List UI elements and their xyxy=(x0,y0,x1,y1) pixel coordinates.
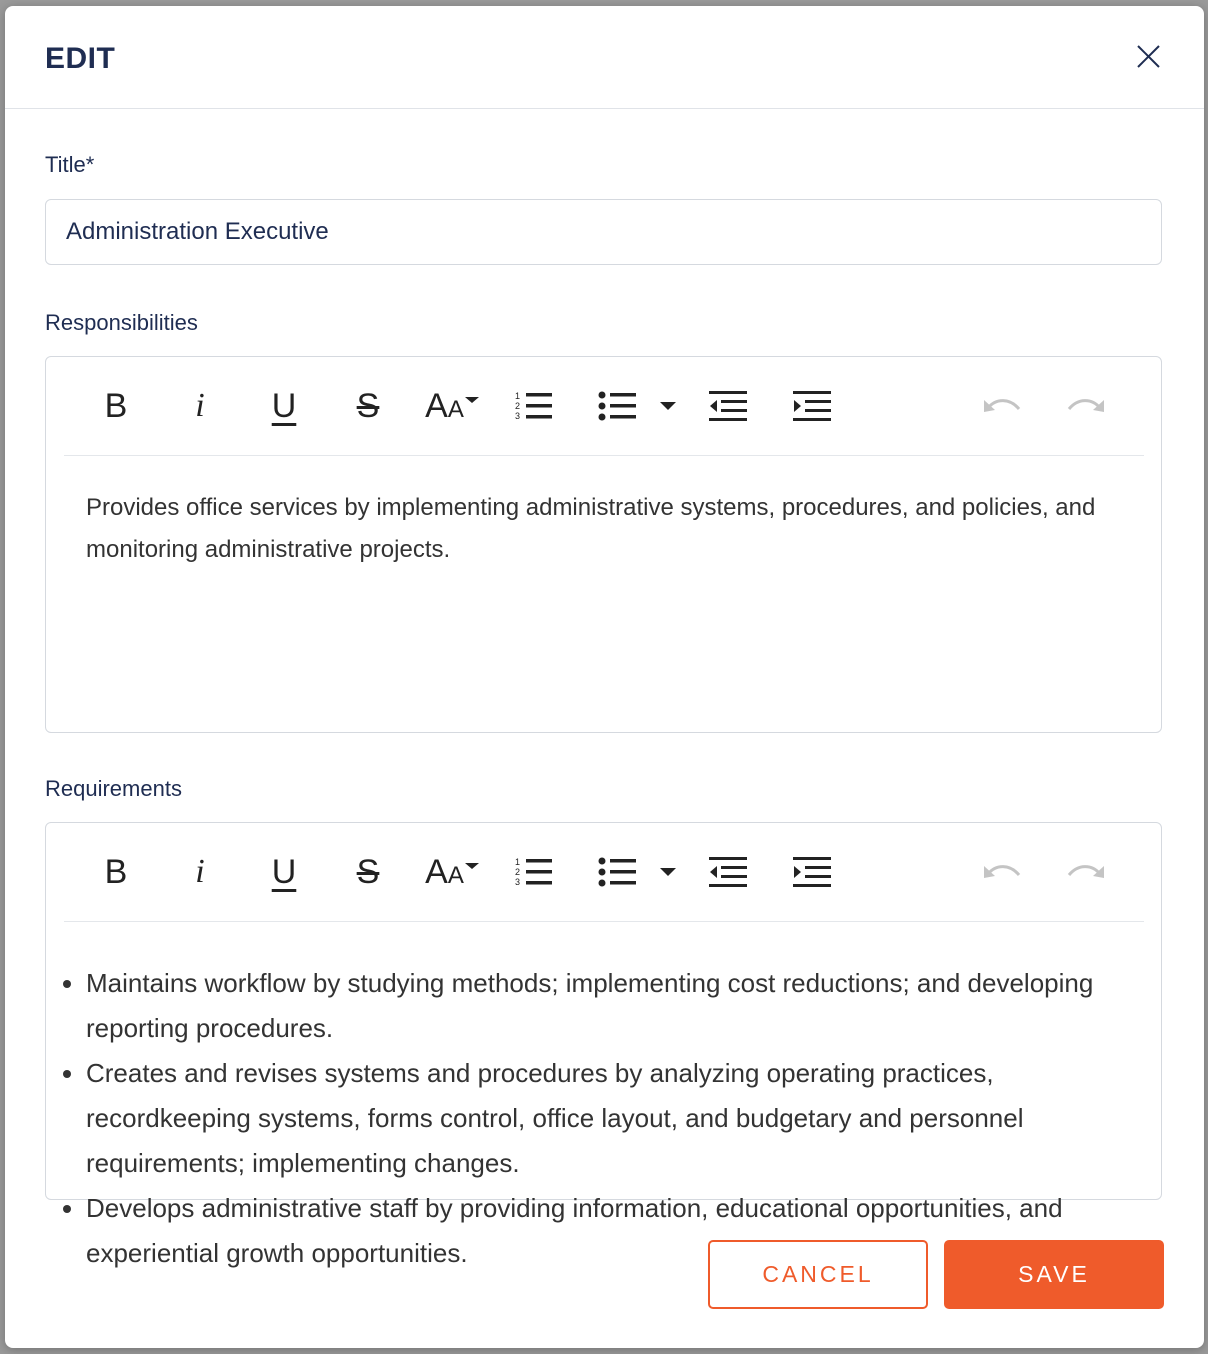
outdent-icon xyxy=(709,391,747,421)
requirements-list[interactable] xyxy=(46,961,1146,1276)
underline-icon: U xyxy=(271,386,297,425)
bold-button[interactable] xyxy=(92,848,140,896)
svg-text:3: 3 xyxy=(515,411,521,421)
strikethrough-icon: S xyxy=(356,852,380,891)
svg-text:2: 2 xyxy=(515,401,521,411)
title-input[interactable] xyxy=(45,199,1162,265)
list-item: • Maintains workflow by studying methods; implementing cost reductions; and developing reporting procedures. xyxy=(86,961,1146,1051)
font-size-caret-icon xyxy=(465,861,479,871)
undo-button[interactable] xyxy=(978,382,1026,430)
redo-button[interactable] xyxy=(1062,848,1110,896)
font-size-caret-icon xyxy=(465,395,479,405)
font-size-small-glyph: A xyxy=(447,395,464,423)
svg-text:1: 1 xyxy=(515,391,521,401)
redo-icon xyxy=(1066,860,1106,884)
list-style-dropdown-icon xyxy=(660,401,676,411)
svg-text:3: 3 xyxy=(515,877,521,887)
ordered-list-button[interactable] xyxy=(510,382,558,430)
bold-button[interactable] xyxy=(92,382,140,430)
undo-icon xyxy=(982,860,1022,884)
dialog-header xyxy=(5,6,1204,109)
save-button[interactable]: SAVE xyxy=(944,1240,1164,1309)
indent-button[interactable] xyxy=(788,382,836,430)
list-item: • Creates and revises systems and procedures by analyzing operating practices, recordkeeping systems, forms control, office layout, and budgetary and personnel requirements; implementing changes. xyxy=(86,1051,1146,1186)
requirements-toolbar xyxy=(64,823,1144,922)
close-button[interactable] xyxy=(1131,40,1165,74)
strikethrough-icon: S xyxy=(356,386,380,425)
requirements-editor xyxy=(45,822,1162,1268)
indent-button[interactable] xyxy=(788,848,836,896)
underline-icon: U xyxy=(271,852,297,891)
outdent-button[interactable] xyxy=(704,848,752,896)
dialog-title: EDIT xyxy=(45,42,116,75)
font-size-small-glyph: A xyxy=(447,861,464,889)
redo-button[interactable] xyxy=(1062,382,1110,430)
underline-button[interactable] xyxy=(260,382,308,430)
list-style-dropdown-icon xyxy=(660,867,676,877)
outdent-icon xyxy=(709,857,747,887)
responsibilities-text[interactable]: Provides office services by implementing administrative systems, procedures, and policies, and monitoring administrative projects. xyxy=(86,494,1096,563)
requirements-label: Requirements xyxy=(45,776,182,801)
unordered-list-icon xyxy=(598,390,638,422)
responsibilities-editor xyxy=(45,356,1162,733)
ordered-list-button[interactable] xyxy=(510,848,558,896)
undo-icon xyxy=(982,394,1022,418)
strikethrough-button[interactable] xyxy=(344,848,392,896)
italic-button[interactable] xyxy=(176,848,224,896)
font-size-button[interactable] xyxy=(420,848,484,896)
list-style-dropdown[interactable] xyxy=(650,382,686,430)
italic-button[interactable] xyxy=(176,382,224,430)
unordered-list-icon xyxy=(598,856,638,888)
responsibilities-toolbar xyxy=(64,357,1144,456)
redo-icon xyxy=(1066,394,1106,418)
edit-dialog xyxy=(5,6,1204,1348)
font-size-large-glyph: A xyxy=(425,386,448,425)
cancel-button[interactable]: CANCEL xyxy=(708,1240,928,1309)
bold-icon: B xyxy=(104,386,128,425)
ordered-list-icon xyxy=(514,390,554,422)
italic-icon: i xyxy=(195,387,205,424)
unordered-list-button[interactable] xyxy=(594,382,642,430)
font-size-large-glyph: A xyxy=(425,852,448,891)
outdent-button[interactable] xyxy=(704,382,752,430)
unordered-list-button[interactable] xyxy=(594,848,642,896)
font-size-button[interactable] xyxy=(420,382,484,430)
indent-icon xyxy=(793,391,831,421)
font-size-icon xyxy=(425,853,479,892)
title-label: Title* xyxy=(45,152,95,177)
underline-button[interactable] xyxy=(260,848,308,896)
ordered-list-icon xyxy=(514,856,554,888)
list-style-dropdown[interactable] xyxy=(650,848,686,896)
list-item: • Develops administrative staff by providing information, educational opportunities, and experiential growth opportunities. xyxy=(86,1186,1146,1276)
svg-text:1: 1 xyxy=(515,857,521,867)
close-icon xyxy=(1131,40,1165,74)
bold-icon: B xyxy=(104,852,128,891)
indent-icon xyxy=(793,857,831,887)
responsibilities-label: Responsibilities xyxy=(45,310,198,335)
italic-icon: i xyxy=(195,853,205,890)
font-size-icon xyxy=(425,387,479,426)
strikethrough-button[interactable] xyxy=(344,382,392,430)
undo-button[interactable] xyxy=(978,848,1026,896)
svg-text:2: 2 xyxy=(515,867,521,877)
